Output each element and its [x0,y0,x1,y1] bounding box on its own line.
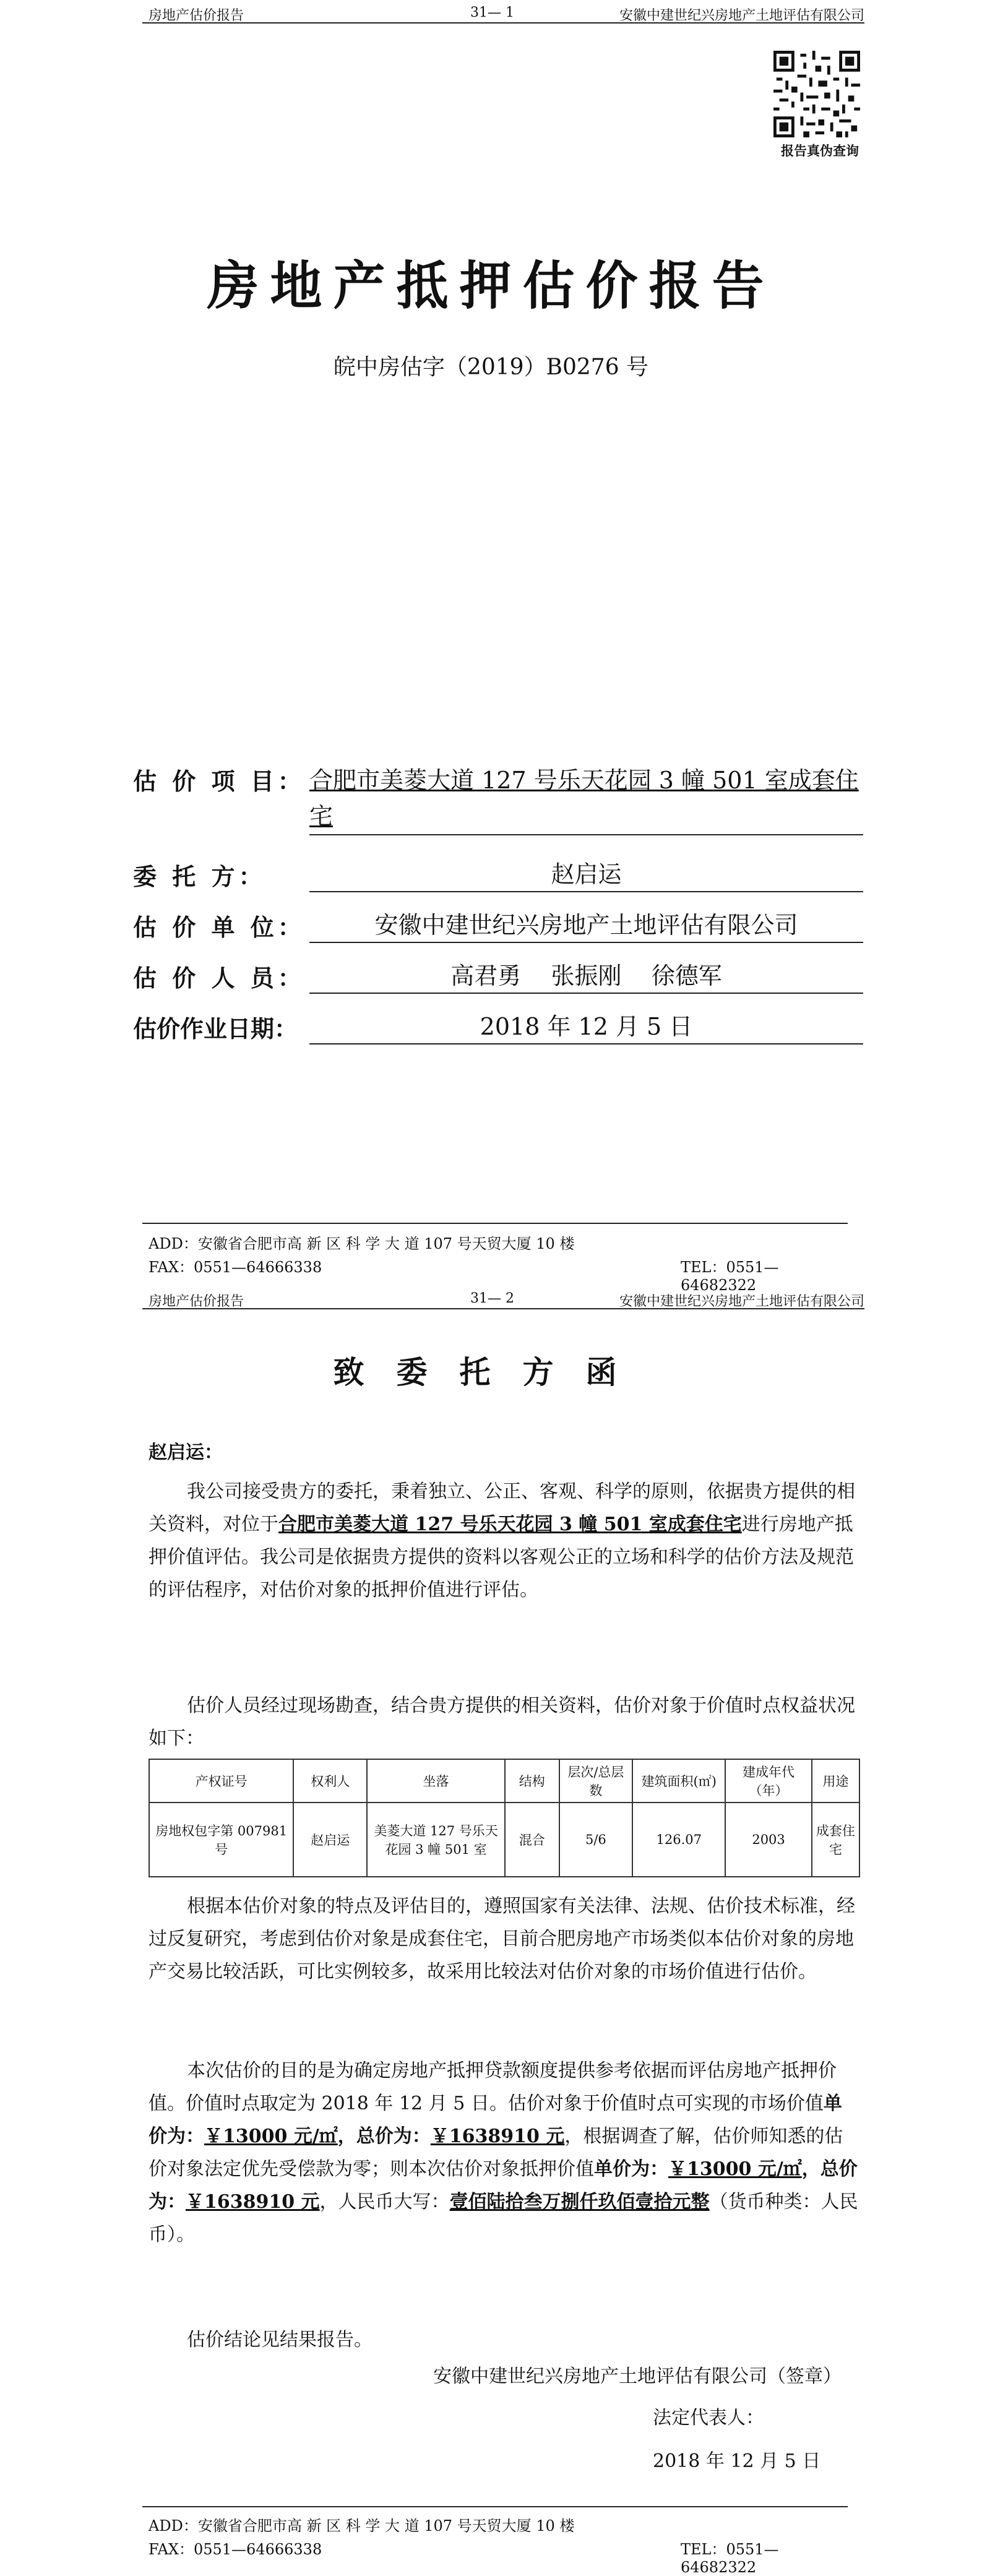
page-header [142,1288,864,1309]
field-value-project: 合肥市美菱大道 127 号乐天花园 3 幢 501 室成套住宅 [309,762,863,835]
table-cell: 赵启运 [293,1803,367,1877]
footer-fax: FAX：0551—64666338 [149,1259,322,1276]
footer-divider [142,2506,848,2507]
footer-fax: FAX：0551—64666338 [149,2541,322,2558]
field-label: 估 价 项 目： [133,767,305,795]
header-company: 安徽中建世纪兴房地产土地评估有限公司 [619,1294,864,1309]
paragraph-1 [149,1475,860,1606]
table-cell: 混合 [505,1803,559,1877]
p4-text-k: ，人民币大写： [319,2191,450,2213]
field-value-date: 2018 年 12 月 5 日 [309,1010,863,1045]
table-cell: 美菱大道 127 号乐天花园 3 幢 501 室 [367,1803,505,1877]
p1-text-a: 我公司接受贵方的委托，秉着独立、公正、客观、科学的原则，依据贵方提供的相关资料，对位于 [149,1481,855,1535]
footer-contact [149,2537,854,2576]
p4-text-m: （货币种类：人民币）。 [149,2191,858,2246]
header-page-number: 31— 1 [470,5,514,20]
table-header-cell: 建成年代（年） [725,1759,812,1803]
header-left: 房地产估价报告 [149,1294,244,1309]
table-header-row [149,1759,859,1803]
table-header-cell: 坐落 [367,1759,505,1803]
header-company: 安徽中建世纪兴房地产土地评估有限公司 [619,8,864,24]
field-label: 估 价 单 位： [133,913,305,941]
qr-caption: 报告真伪查询 [781,143,859,158]
footer-address: ADD：安徽省合肥市高 新 区 科 学 大 道 107 号天贸大厦 10 楼 [149,2517,575,2535]
field-label: 估 价 人 员： [133,964,305,992]
field-label: 委 托 方： [133,863,266,890]
signature-legal-rep: 法定代表人： [653,2407,764,2429]
p4-unit-price: ￥13000 元/㎡ [204,2126,338,2147]
table-header-cell: 层次/总层数 [559,1759,633,1803]
p4-total-price: ￥1638910 元 [430,2126,565,2147]
document-number: 皖中房估字（2019）B0276 号 [333,355,649,380]
table-header-cell: 用途 [812,1759,859,1803]
table-cell: 126.07 [632,1803,725,1877]
table-header-cell: 建筑面积(㎡) [632,1759,725,1803]
p4-mortgage-total-label: ，总价为： [149,2158,858,2213]
field-value-appraisers: 高君勇 张振刚 徐德军 [309,959,863,994]
paragraph-2: 估价人员经过现场勘查，结合贵方提供的相关资料，估价对象于价值时点权益状况如下： [149,1695,855,1749]
letter-title: 致委托方函 [333,1354,649,1390]
table-cell: 2003 [725,1803,812,1877]
paragraph-4 [149,2054,860,2251]
p4-total-label: ，总价为： [337,2126,431,2147]
table-cell: 5/6 [559,1803,633,1877]
signature-date: 2018 年 12 月 5 日 [653,2450,821,2472]
paragraph-3: 根据本估价对象的特点及评估目的，遵照国家有关法律、法规、估价技术标准，经过反复研究，考虑到估价对象是成套住宅，目前合肥房地产市场类似本估价对象的房地产交易比较活跃，可比实例较多，故采用比较法对估价对象的市场价值进行估价。 [149,1895,855,1983]
table-header-cell: 结构 [505,1759,559,1803]
field-label: 估价作业日期： [133,1015,298,1043]
p1-text-c: 进行房地产抵押价值评估。我公司是依据贵方提供的资料以客观公正的立场和科学的估价方法及规范的评估程序，对估价对象的抵押价值进行评估。 [149,1514,854,1601]
footer-address: ADD：安徽省合肥市高 新 区 科 学 大 道 107 号天贸大厦 10 楼 [149,1235,575,1252]
p4-mortgage-total-price: ￥1638910 元 [186,2191,320,2213]
table-cell: 房地权包字第 007981 号 [149,1803,293,1877]
field-value-unit: 安徽中建世纪兴房地产土地评估有限公司 [309,908,863,943]
table-header-cell: 权利人 [293,1759,367,1803]
p4-text-f: ，根据调查了解，估价师知悉的估价对象法定优先受偿款为零；则本次估价对象抵押价值 [149,2126,843,2180]
p4-mortgage-unit-label: 单价为： [594,2158,668,2180]
property-rights-table [149,1759,860,1877]
footer-tel: TEL：0551—64682322 [681,1259,779,1294]
footer-tel: TEL：0551—64682322 [681,2541,779,2576]
table-cell: 成套住宅 [812,1803,859,1877]
report-title: 房地产抵押估价报告 [207,255,775,316]
header-page-number: 31— 2 [470,1291,514,1306]
table-header-cell: 产权证号 [149,1759,293,1803]
p4-unit-price-label: 单价为： [149,2093,842,2147]
field-value-client: 赵启运 [309,858,863,892]
p1-property-address: 合肥市美菱大道 127 号乐天花园 3 幢 501 室成套住宅 [278,1514,742,1535]
header-left: 房地产估价报告 [149,8,244,24]
signature-company: 安徽中建世纪兴房地产土地评估有限公司（签章） [433,2366,842,2387]
paragraph-5: 估价结论见结果报告。 [187,2329,373,2351]
salutation: 赵启运： [149,1442,223,1463]
p4-amount-in-words: 壹佰陆拾叁万捌仟玖佰壹拾元整 [449,2191,710,2213]
p4-mortgage-unit-price: ￥13000 元/㎡ [668,2158,802,2180]
p4-text-a: 本次估价的目的是为确定房地产抵押贷款额度提供参考依据而评估房地产抵押价值。价值时点取定为 2018 年 12 月 5 日。估价对象于价值时点可实现的市场价值 [149,2060,837,2114]
table-row [149,1803,859,1877]
